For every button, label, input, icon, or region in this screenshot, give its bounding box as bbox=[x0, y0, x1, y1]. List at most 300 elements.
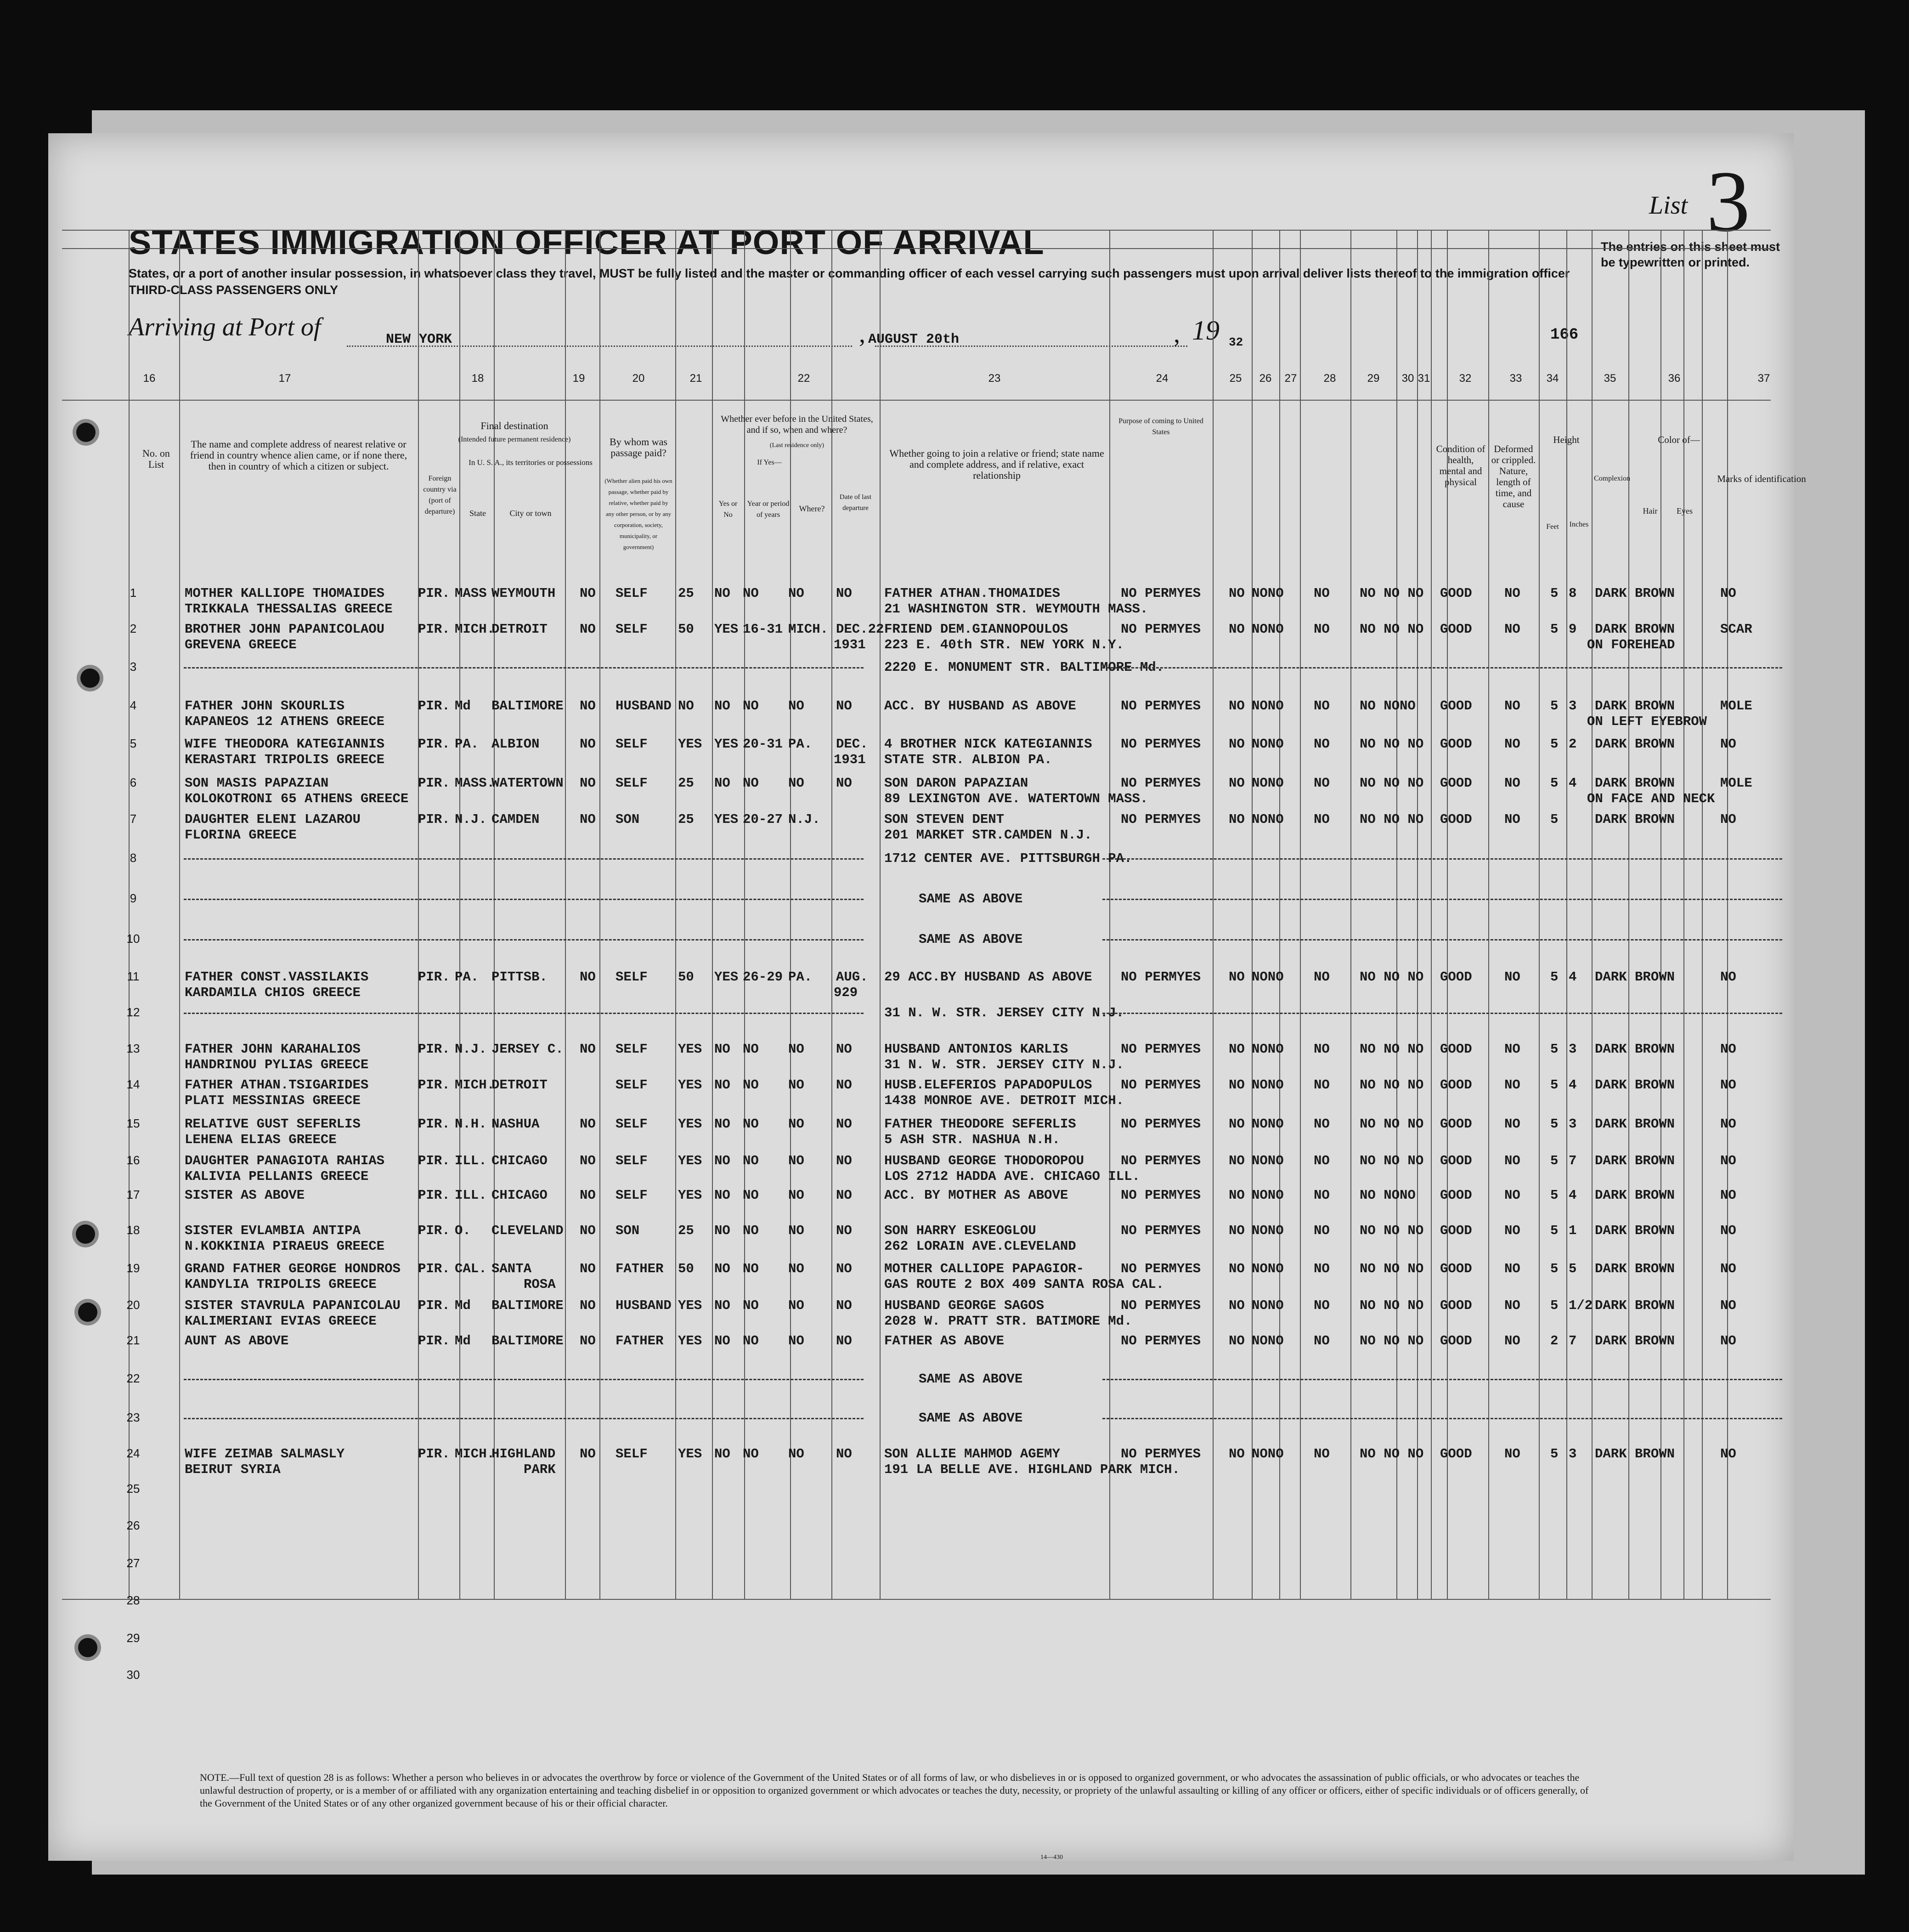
column-rule bbox=[1417, 230, 1418, 1599]
height-inches: 3 bbox=[1569, 1446, 1577, 1462]
column-rule bbox=[1539, 230, 1540, 1599]
q29-31: NO NO NO bbox=[1360, 1077, 1424, 1093]
column-rule bbox=[1350, 230, 1351, 1599]
header-where: Where? bbox=[799, 504, 825, 513]
money: 50 bbox=[678, 622, 694, 637]
identification-marks: NO bbox=[1720, 1042, 1736, 1057]
joining-relative: SON ALLIE MAHMOD AGEMY bbox=[884, 1446, 1060, 1462]
height-feet: 5 bbox=[1550, 1298, 1559, 1313]
relative-address: KERASTARI TRIPOLIS GREECE bbox=[185, 752, 385, 767]
joining-relative: SAME AS ABOVE bbox=[919, 891, 1023, 907]
before-in-us: NO bbox=[714, 1446, 730, 1462]
joining-address: 1438 MONROE AVE. DETROIT MICH. bbox=[884, 1093, 1124, 1108]
row-number: 8 bbox=[130, 851, 137, 865]
passage-paid-by: SELF bbox=[616, 622, 648, 637]
before-in-us: NO bbox=[714, 698, 730, 714]
joining-relative: HUSBAND GEORGE THODOROPOU bbox=[884, 1153, 1084, 1168]
q26-27: NONO bbox=[1252, 1077, 1284, 1093]
identification-marks-2: ON FOREHEAD bbox=[1587, 637, 1675, 652]
purpose: NO PERMYES bbox=[1121, 1116, 1201, 1132]
column-rule bbox=[129, 230, 130, 1599]
column-number: 27 bbox=[1284, 372, 1297, 385]
q28: NO bbox=[1314, 698, 1330, 714]
q25: NO bbox=[1229, 1261, 1245, 1276]
before-in-us: NO bbox=[714, 776, 730, 791]
purpose: NO PERMYES bbox=[1121, 812, 1201, 827]
hair-eyes-color: DARK BROWN bbox=[1595, 812, 1675, 827]
relative-name: FATHER JOHN KARAHALIOS bbox=[185, 1042, 361, 1057]
height-inches: 3 bbox=[1569, 1042, 1577, 1057]
height-inches: 1/2 bbox=[1569, 1298, 1593, 1313]
q28: NO bbox=[1314, 969, 1330, 985]
row-number: 7 bbox=[130, 812, 137, 826]
passage-paid-by: HUSBAND bbox=[616, 1298, 672, 1313]
q25: NO bbox=[1229, 1298, 1245, 1313]
passage-paid-by: FATHER bbox=[616, 1333, 664, 1348]
column-rule bbox=[1592, 230, 1593, 1599]
purpose: NO PERMYES bbox=[1121, 1153, 1201, 1168]
comma-2: , bbox=[1174, 320, 1180, 348]
relative-address: GREVENA GREECE bbox=[185, 637, 297, 652]
identification-marks: MOLE bbox=[1720, 776, 1752, 791]
row-number: 19 bbox=[126, 1261, 140, 1275]
money: YES bbox=[678, 1153, 702, 1168]
health-condition: GOOD bbox=[1440, 1298, 1472, 1313]
q29-31: NO NO NO bbox=[1360, 1223, 1424, 1238]
q25: NO bbox=[1229, 622, 1245, 637]
before-where: NO bbox=[788, 1298, 804, 1313]
relative-name: SISTER STAVRULA PAPANICOLAU bbox=[185, 1298, 401, 1313]
row-number: 10 bbox=[126, 932, 140, 946]
dest-city-2: ROSA bbox=[524, 1277, 556, 1292]
via-port: PIR. bbox=[418, 1116, 450, 1132]
purpose: NO PERMYES bbox=[1121, 969, 1201, 985]
header-city: City or town bbox=[509, 509, 552, 518]
q29-31: NO NO NO bbox=[1360, 969, 1424, 985]
purpose: NO PERMYES bbox=[1121, 698, 1201, 714]
q29-31: NO NONO bbox=[1360, 698, 1416, 714]
q28: NO bbox=[1314, 622, 1330, 637]
identification-marks: NO bbox=[1720, 1077, 1736, 1093]
q26-27: NONO bbox=[1252, 1116, 1284, 1132]
q29-31: NO NO NO bbox=[1360, 1042, 1424, 1057]
relative-name: DAUGHTER ELENI LAZAROU bbox=[185, 812, 361, 827]
height-inches: 2 bbox=[1569, 737, 1577, 752]
joining-address: 2028 W. PRATT STR. BATIMORE Md. bbox=[884, 1314, 1132, 1329]
ticket: NO bbox=[580, 1333, 596, 1348]
row-number: 3 bbox=[130, 660, 137, 674]
q29-31: NO NO NO bbox=[1360, 1446, 1424, 1462]
dest-city: CHICAGO bbox=[491, 1153, 548, 1168]
blank-row-dash bbox=[184, 1379, 864, 1380]
column-number: 16 bbox=[143, 372, 156, 385]
height-feet: 5 bbox=[1550, 1153, 1559, 1168]
health-condition: GOOD bbox=[1440, 1261, 1472, 1276]
passage-paid-by: SELF bbox=[616, 586, 648, 601]
hair-eyes-color: DARK BROWN bbox=[1595, 1446, 1675, 1462]
relative-name: MOTHER KALLIOPE THOMAIDES bbox=[185, 586, 385, 601]
column-number: 18 bbox=[471, 372, 484, 385]
purpose: NO PERMYES bbox=[1121, 1188, 1201, 1203]
before-in-us: NO bbox=[714, 1116, 730, 1132]
before-where: NO bbox=[788, 1446, 804, 1462]
row-number: 2 bbox=[130, 622, 137, 635]
before-period: 26-29 bbox=[743, 969, 783, 985]
money: YES bbox=[678, 1077, 702, 1093]
column-number: 26 bbox=[1259, 372, 1272, 385]
deformed: NO bbox=[1504, 1223, 1520, 1238]
binder-hole bbox=[76, 1224, 95, 1244]
row-number: 25 bbox=[126, 1482, 140, 1496]
before-where: NO bbox=[788, 1116, 804, 1132]
money: YES bbox=[678, 1188, 702, 1203]
deformed: NO bbox=[1504, 1188, 1520, 1203]
before-in-us: NO bbox=[714, 1261, 730, 1276]
health-condition: GOOD bbox=[1440, 1077, 1472, 1093]
joining-relative: 4 BROTHER NICK KATEGIANNIS bbox=[884, 737, 1092, 752]
q26-27: NONO bbox=[1252, 1153, 1284, 1168]
before-in-us: NO bbox=[714, 1153, 730, 1168]
q25: NO bbox=[1229, 969, 1245, 985]
typed-note-line-1: The entries on this sheet must bbox=[1601, 240, 1780, 254]
height-feet: 5 bbox=[1550, 1261, 1559, 1276]
column-number: 30 bbox=[1401, 372, 1414, 385]
relative-address: BEIRUT SYRIA bbox=[185, 1462, 281, 1477]
dest-state: MASS. bbox=[455, 776, 495, 791]
purpose: NO PERMYES bbox=[1121, 586, 1201, 601]
binder-hole bbox=[76, 423, 96, 442]
ticket: NO bbox=[580, 969, 596, 985]
q29-31: NO NO NO bbox=[1360, 586, 1424, 601]
relative-name: FATHER CONST.VASSILAKIS bbox=[185, 969, 369, 985]
row-number: 5 bbox=[130, 737, 137, 750]
joining-address: 262 LORAIN AVE.CLEVELAND bbox=[884, 1239, 1076, 1254]
before-in-us: YES bbox=[714, 969, 739, 985]
before-where: PA. bbox=[788, 969, 813, 985]
q25: NO bbox=[1229, 586, 1245, 601]
identification-marks: NO bbox=[1720, 969, 1736, 985]
money: 50 bbox=[678, 1261, 694, 1276]
passage-paid-by: FATHER bbox=[616, 1261, 664, 1276]
port-value: NEW YORK bbox=[386, 332, 452, 347]
deformed: NO bbox=[1504, 776, 1520, 791]
before-period: NO bbox=[743, 1188, 759, 1203]
deformed: NO bbox=[1504, 737, 1520, 752]
q28: NO bbox=[1314, 1077, 1330, 1093]
blank-row-dash bbox=[184, 1013, 864, 1014]
purpose: NO PERMYES bbox=[1121, 1446, 1201, 1462]
column-rule bbox=[418, 230, 419, 1599]
departure-date: NO bbox=[836, 1298, 852, 1313]
before-in-us: NO bbox=[714, 1298, 730, 1313]
before-period: NO bbox=[743, 586, 759, 601]
header-eyes: Eyes bbox=[1677, 506, 1693, 516]
dest-city: PITTSB. bbox=[491, 969, 548, 985]
before-period: NO bbox=[743, 1446, 759, 1462]
before-period: NO bbox=[743, 1333, 759, 1348]
joining-relative: SAME AS ABOVE bbox=[919, 1411, 1023, 1426]
relative-address: TRIKKALA THESSALIAS GREECE bbox=[185, 601, 393, 617]
joining-relative: ACC. BY MOTHER AS ABOVE bbox=[884, 1188, 1068, 1203]
row-number: 22 bbox=[126, 1371, 140, 1385]
table-top-rule bbox=[62, 230, 1771, 231]
deformed: NO bbox=[1504, 1261, 1520, 1276]
dest-city: CHICAGO bbox=[491, 1188, 548, 1203]
joining-address: 5 ASH STR. NASHUA N.H. bbox=[884, 1132, 1060, 1147]
q28: NO bbox=[1314, 1042, 1330, 1057]
joining-relative: HUSBAND ANTONIOS KARLIS bbox=[884, 1042, 1068, 1057]
column-number: 33 bbox=[1509, 372, 1522, 385]
q29-31: NO NO NO bbox=[1360, 1153, 1424, 1168]
column-rule bbox=[880, 230, 881, 1599]
height-inches: 4 bbox=[1569, 1077, 1577, 1093]
ticket: NO bbox=[580, 737, 596, 752]
ticket: NO bbox=[580, 812, 596, 827]
before-period: NO bbox=[743, 1153, 759, 1168]
ticket: NO bbox=[580, 1298, 596, 1313]
hair-eyes-color: DARK BROWN bbox=[1595, 1261, 1675, 1276]
joining-relative: SON DARON PAPAZIAN bbox=[884, 776, 1028, 791]
before-period: NO bbox=[743, 1261, 759, 1276]
departure-date: DEC.22 bbox=[836, 622, 884, 637]
relative-address: KARDAMILA CHIOS GREECE bbox=[185, 985, 361, 1000]
identification-marks: NO bbox=[1720, 1116, 1736, 1132]
identification-marks: NO bbox=[1720, 1188, 1736, 1203]
via-port: PIR. bbox=[418, 1446, 450, 1462]
header-no-on-list: No. on List bbox=[142, 448, 170, 470]
joining-relative: FATHER ATHAN.THOMAIDES bbox=[884, 586, 1060, 601]
row-number: 1 bbox=[130, 586, 137, 600]
departure-date-2: 1931 bbox=[834, 752, 866, 767]
joining-relative: 29 ACC.BY HUSBAND AS ABOVE bbox=[884, 969, 1092, 985]
blank-row-dash bbox=[184, 939, 864, 941]
joining-relative: HUSBAND GEORGE SAGOS bbox=[884, 1298, 1045, 1313]
column-rule bbox=[675, 230, 676, 1599]
joining-relative: FRIEND DEM.GIANNOPOULOS bbox=[884, 622, 1068, 637]
identification-marks: NO bbox=[1720, 586, 1736, 601]
joining-relative: SAME AS ABOVE bbox=[919, 1371, 1023, 1387]
relative-address: FLORINA GREECE bbox=[185, 827, 297, 843]
row-number: 27 bbox=[126, 1556, 140, 1570]
via-port: PIR. bbox=[418, 1333, 450, 1348]
comma: , bbox=[859, 320, 865, 348]
relative-address: HANDRINOU PYLIAS GREECE bbox=[185, 1057, 369, 1072]
before-period: NO bbox=[743, 1116, 759, 1132]
dest-city: DETROIT bbox=[491, 1077, 548, 1093]
typed-note-line-2: be typewritten or printed. bbox=[1601, 255, 1750, 269]
hair-eyes-color: DARK BROWN bbox=[1595, 1333, 1675, 1348]
row-number: 6 bbox=[130, 776, 137, 789]
relative-name: AUNT AS ABOVE bbox=[185, 1333, 289, 1348]
column-rule bbox=[1396, 230, 1397, 1599]
column-number: 37 bbox=[1757, 372, 1770, 385]
deformed: NO bbox=[1504, 1116, 1520, 1132]
health-condition: GOOD bbox=[1440, 737, 1472, 752]
deformed: NO bbox=[1504, 1077, 1520, 1093]
joining-relative: MOTHER CALLIOPE PAPAGIOR- bbox=[884, 1261, 1084, 1276]
relative-address: KALIMERIANI EVIAS GREECE bbox=[185, 1314, 377, 1329]
typed-note bbox=[1601, 239, 1780, 270]
via-port: PIR. bbox=[418, 1261, 450, 1276]
dest-state: O. bbox=[455, 1223, 471, 1238]
q29-31: NO NO NO bbox=[1360, 1116, 1424, 1132]
health-condition: GOOD bbox=[1440, 1116, 1472, 1132]
header-date-departure: Date of last departure bbox=[839, 493, 872, 512]
row-number: 14 bbox=[126, 1077, 140, 1091]
row-number: 17 bbox=[126, 1188, 140, 1201]
dest-city: SANTA bbox=[491, 1261, 532, 1276]
before-period: NO bbox=[743, 1042, 759, 1057]
before-where: NO bbox=[788, 1188, 804, 1203]
ticket: NO bbox=[580, 1153, 596, 1168]
q25: NO bbox=[1229, 1223, 1245, 1238]
purpose: NO PERMYES bbox=[1121, 622, 1201, 637]
q25: NO bbox=[1229, 1333, 1245, 1348]
dest-city: ALBION bbox=[491, 737, 540, 752]
q28: NO bbox=[1314, 1446, 1330, 1462]
via-port: PIR. bbox=[418, 1153, 450, 1168]
joining-relative: FATHER THEODORE SEFERLIS bbox=[884, 1116, 1076, 1132]
before-period: NO bbox=[743, 776, 759, 791]
blank-row-dash bbox=[184, 1418, 864, 1419]
before-period: NO bbox=[743, 1298, 759, 1313]
deformed: NO bbox=[1504, 586, 1520, 601]
q25: NO bbox=[1229, 737, 1245, 752]
q28: NO bbox=[1314, 1188, 1330, 1203]
q26-27: NONO bbox=[1252, 737, 1284, 752]
departure-date: NO bbox=[836, 1261, 852, 1276]
health-condition: GOOD bbox=[1440, 776, 1472, 791]
relative-name: SISTER EVLAMBIA ANTIPA bbox=[185, 1223, 361, 1238]
identification-marks: NO bbox=[1720, 812, 1736, 827]
health-condition: GOOD bbox=[1440, 1042, 1472, 1057]
identification-marks: NO bbox=[1720, 1446, 1736, 1462]
relative-address: LEHENA ELIAS GREECE bbox=[185, 1132, 337, 1147]
list-label: List bbox=[1649, 191, 1688, 220]
column-number: 21 bbox=[689, 372, 702, 385]
before-where: NO bbox=[788, 1223, 804, 1238]
joining-relative: HUSB.ELEFERIOS PAPADOPULOS bbox=[884, 1077, 1092, 1093]
joining-relative: SAME AS ABOVE bbox=[919, 932, 1023, 947]
passage-paid-by: SELF bbox=[616, 1188, 648, 1203]
deformed: NO bbox=[1504, 1153, 1520, 1168]
identification-marks: NO bbox=[1720, 1333, 1736, 1348]
hair-eyes-color: DARK BROWN bbox=[1595, 1223, 1675, 1238]
before-in-us: YES bbox=[714, 737, 739, 752]
height-feet: 2 bbox=[1550, 1333, 1559, 1348]
q26-27: NONO bbox=[1252, 776, 1284, 791]
height-feet: 5 bbox=[1550, 776, 1559, 791]
dest-state: N.J. bbox=[455, 1042, 487, 1057]
passage-paid-by: SELF bbox=[616, 1077, 648, 1093]
relative-name: SISTER AS ABOVE bbox=[185, 1188, 305, 1203]
joining-address: LOS 2712 HADDA AVE. CHICAGO ILL. bbox=[884, 1169, 1140, 1184]
departure-date: NO bbox=[836, 1223, 852, 1238]
binder-hole bbox=[78, 1303, 97, 1322]
header-if-yes: If Yes— bbox=[757, 459, 782, 466]
column-number: 23 bbox=[988, 372, 1001, 385]
row-number: 26 bbox=[126, 1518, 140, 1532]
page-ref: 166 bbox=[1550, 326, 1579, 344]
hair-eyes-color: DARK BROWN bbox=[1595, 586, 1675, 601]
relative-name: DAUGHTER PANAGIOTA RAHIAS bbox=[185, 1153, 385, 1168]
passage-paid-by: SELF bbox=[616, 1116, 648, 1132]
before-period: NO bbox=[743, 698, 759, 714]
blank-row-dash bbox=[1102, 667, 1782, 669]
header-state: State bbox=[469, 509, 486, 518]
health-condition: GOOD bbox=[1440, 1446, 1472, 1462]
joining-relative: 1712 CENTER AVE. PITTSBURGH PA. bbox=[884, 851, 1132, 866]
binder-hole bbox=[80, 669, 100, 688]
relative-name: SON MASIS PAPAZIAN bbox=[185, 776, 329, 791]
dest-city: DETROIT bbox=[491, 622, 548, 637]
health-condition: GOOD bbox=[1440, 698, 1472, 714]
passage-paid-by: SELF bbox=[616, 1446, 648, 1462]
departure-date: NO bbox=[836, 1077, 852, 1093]
before-where: N.J. bbox=[788, 812, 820, 827]
via-port: PIR. bbox=[418, 586, 450, 601]
money: 25 bbox=[678, 1223, 694, 1238]
ticket: NO bbox=[580, 1261, 596, 1276]
q29-31: NO NO NO bbox=[1360, 1298, 1424, 1313]
row-number: 9 bbox=[130, 891, 137, 905]
identification-marks-2: ON LEFT EYEBROW bbox=[1587, 714, 1707, 729]
ticket: NO bbox=[580, 1042, 596, 1057]
money: YES bbox=[678, 1333, 702, 1348]
list-number: 3 bbox=[1706, 153, 1750, 250]
via-port: PIR. bbox=[418, 698, 450, 714]
health-condition: GOOD bbox=[1440, 1223, 1472, 1238]
q29-31: NO NO NO bbox=[1360, 776, 1424, 791]
blank-row-dash bbox=[1102, 899, 1782, 900]
height-feet: 5 bbox=[1550, 1116, 1559, 1132]
page-subtitle-1: States, or a port of another insular possession, in whatsoever class they travel, MUST be fully listed and the master or commanding officer of each vessel carrying such passengers must upon arrival deliver lists thereof to the immigration officer bbox=[129, 266, 1570, 280]
dest-city: CAMDEN bbox=[491, 812, 540, 827]
height-inches: 8 bbox=[1569, 586, 1577, 601]
q25: NO bbox=[1229, 1116, 1245, 1132]
passage-paid-by: SELF bbox=[616, 737, 648, 752]
purpose: NO PERMYES bbox=[1121, 1298, 1201, 1313]
column-rule bbox=[712, 230, 713, 1599]
header-marks: Marks of identification bbox=[1717, 473, 1806, 484]
dest-state: MICH. bbox=[455, 622, 495, 637]
passage-paid-by: SON bbox=[616, 812, 640, 827]
purpose: NO PERMYES bbox=[1121, 1333, 1201, 1348]
manifest-sheet bbox=[48, 133, 1806, 1861]
q29-31: NO NO NO bbox=[1360, 812, 1424, 827]
via-port: PIR. bbox=[418, 1077, 450, 1093]
q26-27: NONO bbox=[1252, 1446, 1284, 1462]
blank-row-dash bbox=[1102, 1418, 1782, 1419]
column-rule bbox=[1431, 230, 1432, 1599]
q25: NO bbox=[1229, 1188, 1245, 1203]
header-purpose: Purpose of coming to United States bbox=[1118, 417, 1203, 436]
q26-27: NONO bbox=[1252, 1333, 1284, 1348]
q29-31: NO NO NO bbox=[1360, 1333, 1424, 1348]
via-port: PIR. bbox=[418, 1042, 450, 1057]
blank-row-dash bbox=[1102, 1379, 1782, 1380]
before-where: NO bbox=[788, 776, 804, 791]
before-in-us: NO bbox=[714, 586, 730, 601]
q26-27: NONO bbox=[1252, 969, 1284, 985]
row-number: 20 bbox=[126, 1298, 140, 1312]
joining-relative: 31 N. W. STR. JERSEY CITY N.J. bbox=[884, 1005, 1124, 1020]
header-hair: Hair bbox=[1643, 506, 1658, 516]
column-number: 17 bbox=[278, 372, 291, 385]
before-where: NO bbox=[788, 1077, 804, 1093]
q25: NO bbox=[1229, 1077, 1245, 1093]
q26-27: NONO bbox=[1252, 1223, 1284, 1238]
